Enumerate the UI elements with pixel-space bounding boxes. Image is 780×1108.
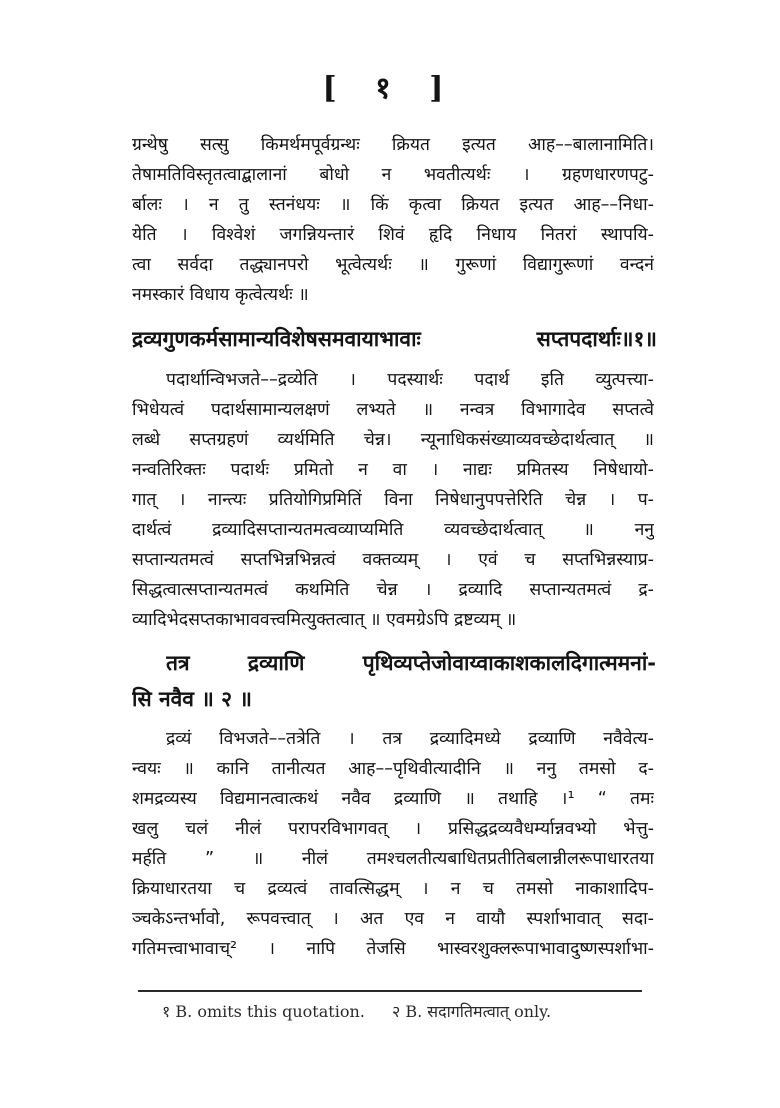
text-line: नमस्कारं विधाय कृत्वेत्यर्थः ॥ — [132, 285, 309, 305]
text-line: व्यादिभेदसप्तकाभाववत्त्वमित्युक्तत्वात् ॥ एवमग्रेऽपि द्रष्टव्यम् ॥ — [132, 610, 517, 630]
text-line: सिद्धत्वात्सप्तान्यतमत्वं कथमिति चेन्न । द्रव्यादि सप्तान्यतमत्वं द्र- — [132, 580, 654, 600]
text-line: येति । विश्वेशं जगन्नियन्तारं शिवं हृदि निधाय नितरां स्थापयि- — [132, 225, 654, 245]
text-line: ञ्चकेऽन्तर्भावो, रूपवत्त्वात् । अत एव न वायौ स्पर्शाभावात् सदा- — [132, 909, 654, 929]
sutra-heading-2: तत्र द्रव्याणि पृथिव्यप्तेजोवाय्वाकाशकालदिगात्ममनां- — [166, 651, 656, 675]
text-line: खलु चलं नीलं परापरविभागवत् । प्रसिद्धद्रव्यवैधर्म्यान्नवभ्यो भेत्तु- — [132, 819, 654, 839]
text-line: त्वा सर्वदा तद्ध्यानपरो भूत्वेत्यर्थः ॥ गुरूणां विद्यागुरूणां वन्दनं — [132, 255, 654, 275]
text-line: द्रव्यं विभजते––तत्रेति । तत्र द्रव्यादिमध्ये द्रव्याणि नवैवेत्य- — [166, 729, 654, 749]
sutra-heading-2-cont: सि नवैव ॥ २ ॥ — [132, 687, 252, 711]
footnote-divider — [138, 990, 642, 992]
text-line: र्बालः । न तु स्तनंधयः ॥ किं कृत्वा क्रियत इत्यत आह––निधा- — [132, 195, 654, 215]
text-line: गतिमत्त्वाभावाच्² । नापि तेजसि भास्वरशुक्लरूपाभावादुष्णस्पर्शाभा- — [132, 939, 654, 959]
text-line: गात् । नान्त्यः प्रतियोगिप्रमितिं विना निषेधानुपपत्तेरिति चेन्न । प- — [132, 490, 654, 510]
text-line: न्वयः ॥ कानि तानीत्यत आह––पृथिवीत्यादीनि ॥ ननु तमसो द- — [132, 759, 654, 779]
text-line: क्रियाधारतया च द्रव्यत्वं तावत्सिद्धम् । न च तमसो नाकाशादिप- — [132, 879, 654, 899]
sutra-heading-1: द्रव्यगुणकर्मसामान्यविशेषसमवायाभावाः सप्तपदार्थाः॥१॥ — [132, 327, 657, 351]
text-line: शमद्रव्यस्य विद्यमानत्वात्कथं नवैव द्रव्याणि ॥ तथाहि ।¹ “ तमः — [132, 789, 654, 809]
footnote-1: १ B. omits this quotation. — [162, 1002, 365, 1021]
footnote-2: २ B. सदागतिमत्वात् only. — [391, 1002, 552, 1021]
text-line: दार्थत्वं द्रव्यादिसप्तान्यतमत्वव्याप्यमिति व्यवच्छेदार्थत्वात् ॥ ननु — [132, 520, 654, 540]
text-line: लब्धे सप्तग्रहणं व्यर्थमिति चेन्न। न्यूनाधिकसंख्याव्यवच्छेदार्थत्वात् ॥ — [132, 430, 654, 450]
page-number: [ १ ] — [322, 71, 458, 106]
text-line: मर्हति ” ॥ नीलं तमश्चलतीत्यबाधितप्रतीतिबलान्नीलरूपाधारतया — [132, 849, 654, 869]
text-line: भिधेयत्वं पदार्थसामान्यलक्षणं लभ्यते ॥ नन्वत्र विभागादेव सप्तत्वे — [132, 400, 654, 420]
footnotes — [162, 1000, 573, 1024]
text-line: ग्रन्थेषु सत्सु किमर्थमपूर्वग्रन्थः क्रियत इत्यत आह––बालानामिति। — [132, 135, 654, 155]
text-line: पदार्थान्विभजते––द्रव्येति । पदस्यार्थः पदार्थ इति व्युत्पत्त्या- — [166, 370, 654, 390]
text-line: नन्वतिरिक्तः पदार्थः प्रमितो न वा । नाद्यः प्रमितस्य निषेधायो- — [132, 460, 654, 480]
text-line: तेषामतिविस्तृतत्वाद्बालानां बोधो न भवतीत्यर्थः । ग्रहणधारणपटु- — [132, 165, 654, 185]
text-line: सप्तान्यतमत्वं सप्तभिन्नभिन्नत्वं वक्तव्यम् । एवं च सप्तभिन्नस्याप्र- — [132, 550, 654, 570]
